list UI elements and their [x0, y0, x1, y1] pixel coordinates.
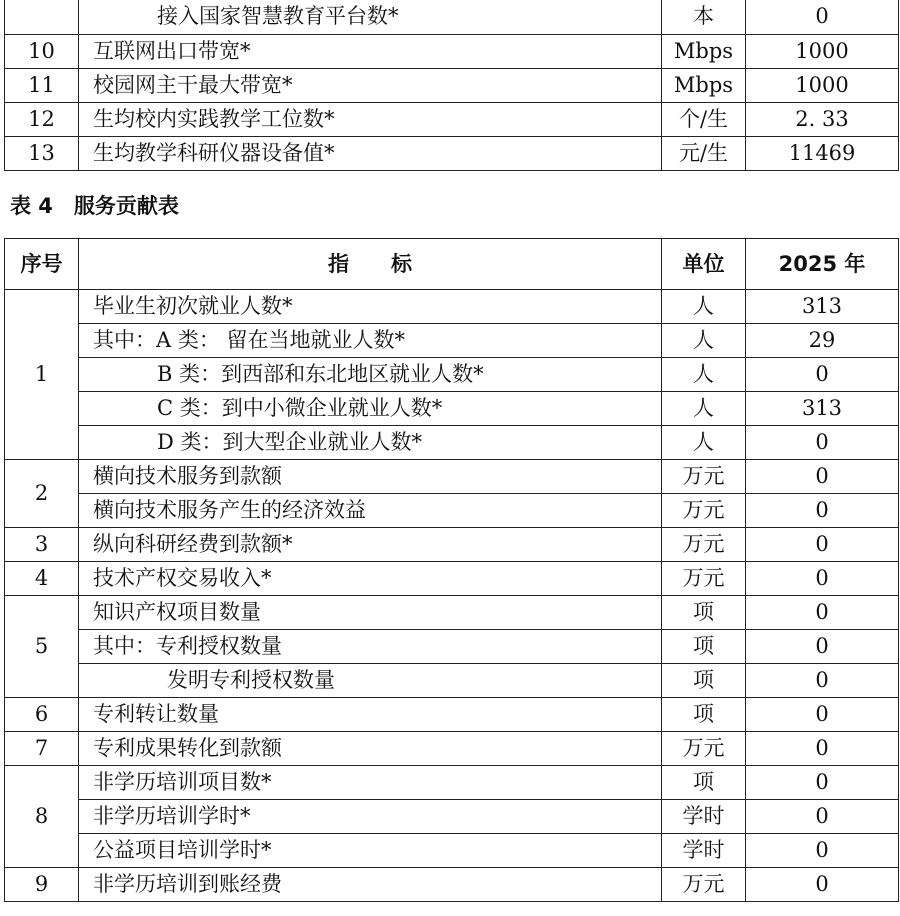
indicator-cell: 横向技术服务到款额 — [79, 460, 662, 494]
header-year: 2025 年 — [746, 239, 899, 290]
indicator-cell: 技术产权交易收入* — [79, 562, 662, 596]
row-number: 11 — [5, 68, 79, 102]
group-number: 6 — [5, 698, 79, 732]
table-row — [5, 426, 899, 460]
indicator-cell: 毕业生初次就业人数* — [79, 290, 662, 324]
row-number — [5, 0, 79, 34]
unit-cell: 人 — [662, 358, 746, 392]
table-row — [5, 834, 899, 868]
service-contribution-table — [4, 238, 899, 902]
indicator-cell: 其中：专利授权数量 — [79, 630, 662, 664]
table-row — [5, 664, 899, 698]
table-row — [5, 630, 899, 664]
group-number: 3 — [5, 528, 79, 562]
value-cell: 0 — [746, 0, 899, 34]
value-cell: 0 — [746, 834, 899, 868]
value-cell: 0 — [746, 868, 899, 902]
unit-cell: 项 — [662, 596, 746, 630]
value-cell: 2. 33 — [746, 102, 899, 136]
unit-cell: 人 — [662, 290, 746, 324]
value-cell: 0 — [746, 358, 899, 392]
unit-cell: 个/生 — [662, 102, 746, 136]
indicator-cell: 接入国家智慧教育平台数* — [79, 0, 662, 34]
table-header-row — [5, 239, 899, 290]
indicator-cell: 非学历培训到账经费 — [79, 868, 662, 902]
indicator-cell: 横向技术服务产生的经济效益 — [79, 494, 662, 528]
table-row — [5, 0, 899, 34]
unit-cell: 万元 — [662, 494, 746, 528]
value-cell: 0 — [746, 800, 899, 834]
indicator-cell: 公益项目培训学时* — [79, 834, 662, 868]
value-cell: 1000 — [746, 68, 899, 102]
group-number: 5 — [5, 596, 79, 698]
indicator-cell: D 类：到大型企业就业人数* — [79, 426, 662, 460]
indicator-cell: 专利成果转化到款额 — [79, 732, 662, 766]
indicator-cell: 知识产权项目数量 — [79, 596, 662, 630]
indicator-cell: 校园网主干最大带宽* — [79, 68, 662, 102]
indicator-cell: 生均教学科研仪器设备值* — [79, 136, 662, 170]
indicator-cell: 互联网出口带宽* — [79, 34, 662, 68]
value-cell: 0 — [746, 596, 899, 630]
table-row — [5, 358, 899, 392]
indicator-cell: 生均校内实践教学工位数* — [79, 102, 662, 136]
unit-cell: 项 — [662, 766, 746, 800]
header-unit: 单位 — [662, 239, 746, 290]
unit-cell: 人 — [662, 392, 746, 426]
unit-cell: Mbps — [662, 68, 746, 102]
unit-cell: 万元 — [662, 562, 746, 596]
value-cell: 313 — [746, 290, 899, 324]
row-number: 12 — [5, 102, 79, 136]
group-number: 1 — [5, 290, 79, 460]
table-row — [5, 494, 899, 528]
value-cell: 0 — [746, 698, 899, 732]
group-number: 2 — [5, 460, 79, 528]
value-cell: 0 — [746, 766, 899, 800]
value-cell: 0 — [746, 630, 899, 664]
table-row — [5, 800, 899, 834]
unit-cell: 人 — [662, 324, 746, 358]
table-row — [5, 528, 899, 562]
table-caption: 表 4 服务贡献表 — [10, 194, 179, 218]
unit-cell: 万元 — [662, 528, 746, 562]
indicator-cell: 非学历培训学时* — [79, 800, 662, 834]
table-row — [5, 290, 899, 324]
indicator-cell: 非学历培训项目数* — [79, 766, 662, 800]
unit-cell: 万元 — [662, 732, 746, 766]
infrastructure-table-continued — [4, 0, 899, 171]
unit-cell: 学时 — [662, 800, 746, 834]
value-cell: 0 — [746, 460, 899, 494]
group-number: 8 — [5, 766, 79, 868]
indicator-cell: C 类：到中小微企业就业人数* — [79, 392, 662, 426]
unit-cell: 学时 — [662, 834, 746, 868]
value-cell: 313 — [746, 392, 899, 426]
value-cell: 29 — [746, 324, 899, 358]
unit-cell: 元/生 — [662, 136, 746, 170]
value-cell: 0 — [746, 494, 899, 528]
unit-cell: Mbps — [662, 34, 746, 68]
value-cell: 0 — [746, 426, 899, 460]
value-cell: 11469 — [746, 136, 899, 170]
unit-cell: 项 — [662, 664, 746, 698]
group-number: 7 — [5, 732, 79, 766]
header-number: 序号 — [5, 239, 79, 290]
table-row — [5, 868, 899, 902]
indicator-cell: B 类：到西部和东北地区就业人数* — [79, 358, 662, 392]
unit-cell: 万元 — [662, 460, 746, 494]
value-cell: 0 — [746, 732, 899, 766]
table-row — [5, 460, 899, 494]
table-row — [5, 698, 899, 732]
indicator-cell: 专利转让数量 — [79, 698, 662, 732]
table-row — [5, 596, 899, 630]
table-row — [5, 102, 899, 136]
table-row — [5, 324, 899, 358]
value-cell: 1000 — [746, 34, 899, 68]
table-row — [5, 34, 899, 68]
header-indicator: 指 标 — [79, 239, 662, 290]
table-row — [5, 392, 899, 426]
row-number: 13 — [5, 136, 79, 170]
indicator-cell: 纵向科研经费到款额* — [79, 528, 662, 562]
unit-cell: 万元 — [662, 868, 746, 902]
value-cell: 0 — [746, 562, 899, 596]
indicator-cell: 发明专利授权数量 — [79, 664, 662, 698]
unit-cell: 本 — [662, 0, 746, 34]
indicator-cell: 其中：A 类： 留在当地就业人数* — [79, 324, 662, 358]
group-number: 9 — [5, 868, 79, 902]
value-cell: 0 — [746, 664, 899, 698]
unit-cell: 项 — [662, 630, 746, 664]
value-cell: 0 — [746, 528, 899, 562]
table-row — [5, 562, 899, 596]
group-number: 4 — [5, 562, 79, 596]
table-row — [5, 766, 899, 800]
table-row — [5, 732, 899, 766]
row-number: 10 — [5, 34, 79, 68]
table-row — [5, 136, 899, 170]
unit-cell: 人 — [662, 426, 746, 460]
table-row — [5, 68, 899, 102]
unit-cell: 项 — [662, 698, 746, 732]
